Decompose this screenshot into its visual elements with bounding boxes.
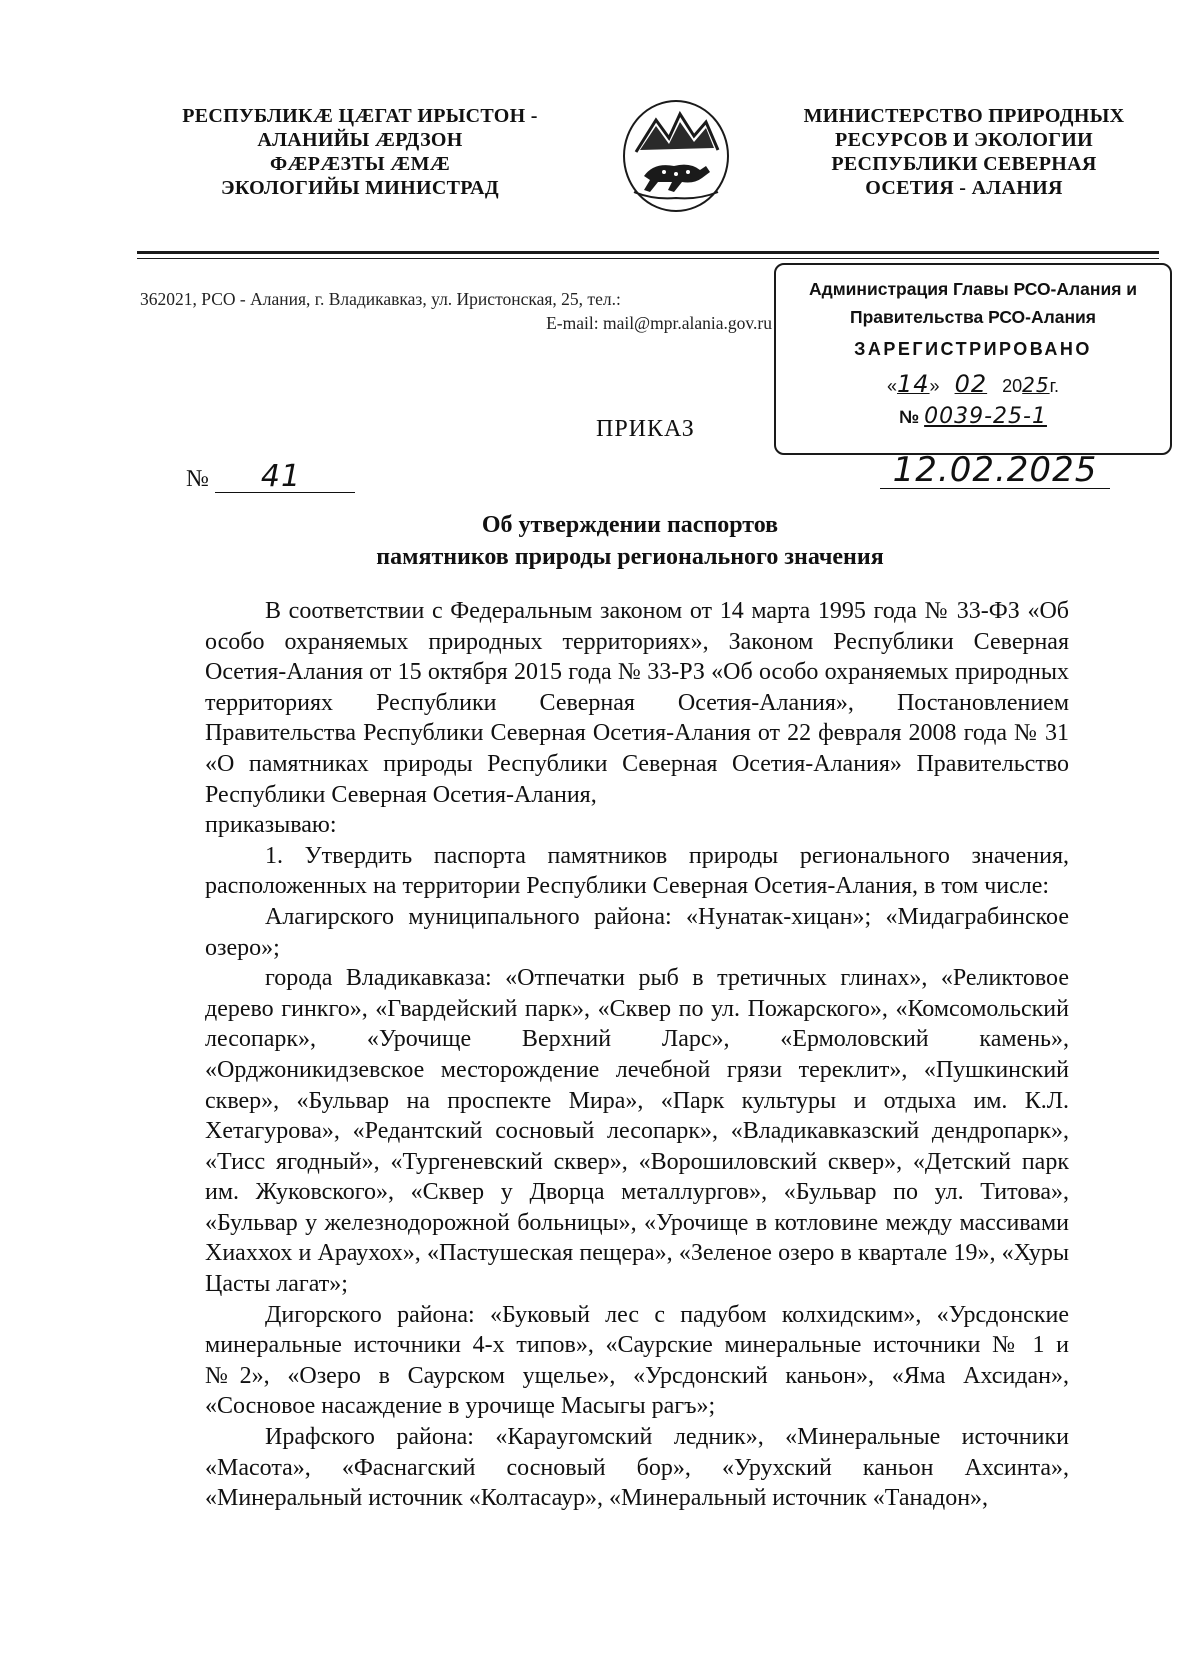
order-number-value: 41: [215, 462, 355, 493]
stamp-date-month: 02: [954, 370, 988, 398]
header-ossetian-ministry-name: [150, 104, 570, 200]
stamp-date-year: 25: [1022, 373, 1050, 397]
stamp-org-line: Администрация Главы РСО-Алания и: [808, 279, 1138, 299]
address-email: E-mail: mail@mpr.alania.gov.ru: [546, 313, 772, 333]
header-divider-thin: [137, 258, 1159, 259]
body-paragraph-iraf: Ирафского района: «Карaугомский ледник», «Минеральные источники «Масота», «Фаснагский сосновый бор», «Урухский каньон Ахсинта», «Минеральный источник «Колтасаур», «Минеральный источник «Танадон»,: [205, 1424, 1069, 1512]
body-paragraph-alagir: Алагирского муниципального района: «Нунатак-хицан»; «Мидаграбинское озеро»;: [205, 903, 1069, 961]
order-number: [186, 459, 355, 494]
stamp-registered-label: ЗАРЕГИСТРИРОВАНО: [854, 339, 1092, 359]
document-title: [200, 509, 1060, 573]
order-title: ПРИКАЗ: [596, 416, 695, 442]
header-right-line: ОСЕТИЯ - АЛАНИЯ: [865, 177, 1063, 199]
stamp-number: [776, 404, 1170, 432]
stamp-date-day: 14: [897, 370, 930, 398]
body-paragraph-item-1: 1. Утвердить паспорта памятников природы регионального значения, расположенных на территории Республики Северная Осетия-Алания, в том числе:: [205, 842, 1069, 900]
header-right-line: МИНИСТЕРСТВО ПРИРОДНЫХ: [803, 105, 1125, 127]
header-left-line: ФӔРӔЗТЫ ӔМӔ: [269, 153, 451, 175]
header-left-line: РЕСПУБЛИКӔ ЦӔГАТ ИРЫСТОН -: [182, 105, 538, 127]
stamp-date-year-prefix: 20: [1002, 376, 1023, 396]
emblem-leopard-mountains-icon: [614, 92, 738, 216]
registration-stamp: [774, 263, 1172, 455]
stamp-date-year-suffix: г.: [1049, 376, 1059, 396]
stamp-number-value: 0039-25-1: [924, 404, 1047, 429]
address-line: 362021, РСО - Алания, г. Владикавказ, ул. Иристонская, 25, тел.:: [140, 289, 621, 309]
order-number-label: №: [186, 466, 209, 492]
header-right-line: РЕСУРСОВ И ЭКОЛОГИИ: [835, 129, 1093, 151]
stamp-organization: [776, 275, 1170, 331]
body-paragraph-vladikavkaz: города Владикавказа: «Отпечатки рыб в третичных глинах», «Реликтовое дерево гинкго», «Гвардейский парк», «Сквер по ул. Пожарского», «Комсомольский лесопарк», «Урочище Верхний Ларс», «Ермоловский камень», «Орджоникидзевское месторождение лечебной грязи тереклит», «Пушкинский сквер», «Бульвар на проспекте Мира», «Парк культуры и отдыха им. К.Л. Хетагурова», «Редантский сосновый лесопарк», «Владикавказский дендропарк», «Тисс ягодный», «Тургеневский сквер», «Ворошиловский сквер», «Детский парк им. Жуковского», «Сквер у Дворца металлургов», «Бульвар по ул. Титова», «Бульвар у железнодорожной больницы», «Урочище в котловине между массивами Хиаххох и Араухох», «Пастушеская пещера», «Зеленое озеро в квартале 19», «Хуры Цасты лагат»;: [205, 965, 1069, 1298]
order-date: 12.02.2025: [880, 452, 1110, 489]
document-body: [205, 596, 1069, 1514]
body-order-word: приказываю:: [205, 812, 337, 839]
document-title-line: памятников природы регионального значения: [376, 544, 884, 570]
body-paragraph-legal-basis: В соответствии с Федеральным законом от 14 марта 1995 года № 33-ФЗ «Об особо охраняемых природных территориях», Законом Республики Северная Осетия-Алания от 15 октября 2015 года № 33-РЗ «Об особо охраняемых природных территориях Республики Северная Осетия-Алания», Постановлением Правительства Республики Северная Осетия-Алания от 22 февраля 2008 года № 31 «О памятниках природы Республики Северная Осетия-Алания» Правительство Республики Северная Осетия-Алания,: [205, 598, 1069, 808]
header-left-line: ЭКОЛОГИЙЫ МИНИСТРАД: [221, 177, 499, 199]
stamp-date: «14» 02 2025г.: [886, 370, 1059, 398]
header-divider-thick: [137, 251, 1159, 254]
header-russian-ministry-name: [784, 104, 1144, 200]
header-right-line: РЕСПУБЛИКИ СЕВЕРНАЯ: [831, 153, 1097, 175]
ministry-address: [140, 287, 772, 335]
body-paragraph-digora: Дигорского района: «Буковый лес с падубом колхидским», «Урсдонские минеральные источники 4-х типов», «Саурские минеральные источники № 1 и №2», «Озеро в Саурском ущелье», «Урсдонский каньон», «Яма Ахсидан», «Сосновое насаждение в урочище Масыгы рагъ»;: [205, 1301, 1069, 1420]
stamp-org-line: Правительства РСО-Алания: [849, 307, 1097, 327]
stamp-number-label: №: [899, 407, 920, 427]
header-left-line: АЛАНИЙЫ ӔРДЗОН: [257, 129, 463, 151]
document-title-line: Об утверждении паспортов: [481, 512, 779, 538]
